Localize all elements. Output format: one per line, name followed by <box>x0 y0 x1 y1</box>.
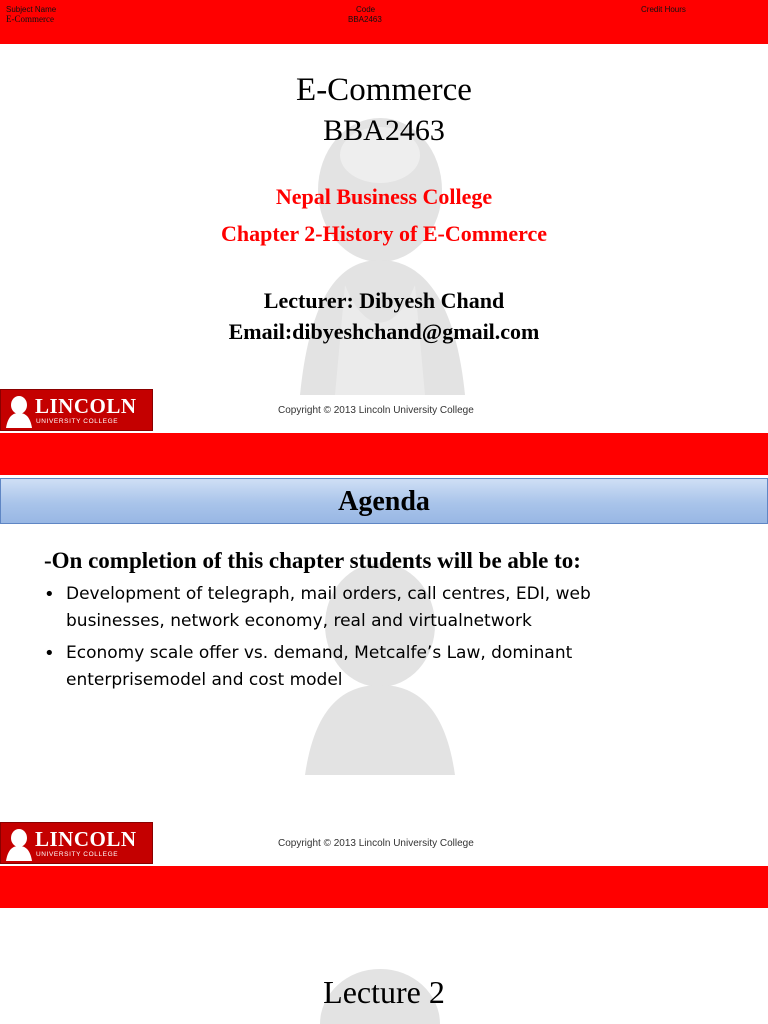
agenda-intro: -On completion of this chapter students will be able to: <box>44 548 581 573</box>
bullet-2-line-1: Economy scale offer vs. demand, Metcalfe’s Law, dominant <box>66 643 573 663</box>
logo-sub-text: UNIVERSITY COLLEGE <box>36 418 119 425</box>
logo-main-text: LINCOLN <box>35 394 137 418</box>
lincoln-logo <box>0 822 153 864</box>
slide-divider-band <box>0 433 768 475</box>
lecturer-email: Email:dibyeshchand@gmail.com <box>228 319 540 344</box>
agenda-title: Agenda <box>338 486 430 517</box>
course-title: E-Commerce <box>296 72 472 108</box>
bullet-dot: • <box>44 584 55 605</box>
copyright-text: Copyright © 2013 Lincoln University College <box>278 838 474 849</box>
bullet-1-line-2: businesses, network economy, real and virtualnetwork <box>66 611 532 631</box>
college-name: Nepal Business College <box>275 184 493 209</box>
bullet-2-line-2: enterprisemodel and cost model <box>66 670 343 690</box>
subject-value: E-Commerce <box>6 14 54 24</box>
code-label: Code <box>356 5 376 14</box>
lincoln-bust-logo-icon <box>4 394 34 428</box>
bullet-1-line-1: Development of telegraph, mail orders, call centres, EDI, web <box>66 584 591 604</box>
bullet-dot: • <box>44 643 55 664</box>
copyright-text: Copyright © 2013 Lincoln University College <box>278 405 474 416</box>
course-code: BBA2463 <box>323 114 445 147</box>
logo-sub-text: UNIVERSITY COLLEGE <box>36 851 119 858</box>
slide-divider-band <box>0 866 768 908</box>
subject-label: Subject Name <box>6 5 57 14</box>
code-value: BBA2463 <box>348 15 382 24</box>
credit-hours-label: Credit Hours <box>641 5 686 14</box>
logo-main-text: LINCOLN <box>35 827 137 851</box>
lincoln-bust-logo-icon <box>4 827 34 861</box>
lecturer-name: Lecturer: Dibyesh Chand <box>263 288 505 313</box>
chapter-title: Chapter 2-History of E-Commerce <box>220 221 548 246</box>
lecture-title: Lecture 2 <box>323 974 445 1010</box>
lincoln-logo <box>0 389 153 431</box>
